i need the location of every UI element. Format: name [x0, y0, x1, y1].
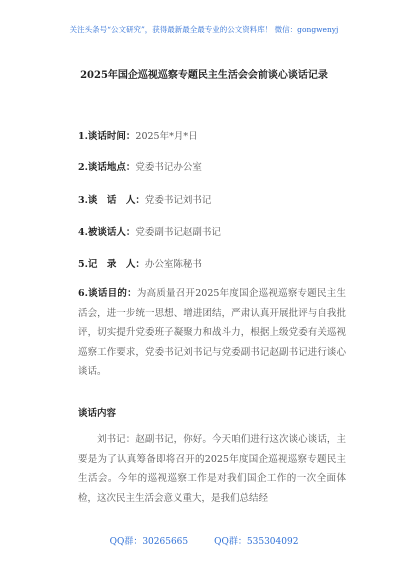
document-title: 2025年国企巡视巡察专题民主生活会会前谈心谈话记录: [80, 70, 328, 81]
field-place-label: 2.谈话地点：: [78, 162, 136, 173]
header-note: 关注头条号“公文研究”，获得最新最全最专业的公文资料库！ 微信：gongwenyj: [69, 25, 339, 34]
section-title: 谈话内容: [78, 408, 117, 419]
field-recorder: [78, 256, 202, 270]
field-time: [78, 128, 198, 142]
field-time-value: 2025年*月*日: [135, 131, 198, 142]
field-listener: [78, 224, 221, 238]
field-speaker-value: 党委书记刘书记: [144, 195, 212, 206]
purpose-paragraph: [78, 284, 346, 382]
field-listener-value: 党委副书记赵副书记: [135, 227, 221, 238]
footer-qq-group-1: QQ群：30265665: [109, 537, 189, 547]
field-place-value: 党委书记办公室: [135, 162, 202, 173]
field-listener-label: 4.被谈话人：: [78, 227, 136, 238]
field-speaker-label: 3.谈 话 人：: [78, 195, 145, 206]
field-speaker: [78, 192, 211, 206]
field-place: [78, 159, 202, 173]
footer-contacts: [0, 534, 408, 547]
field-recorder-value: 办公室陈秘书: [144, 259, 202, 270]
footer-qq-group-2: QQ群：535304092: [214, 537, 299, 547]
body-paragraph: 刘书记：赵副书记，你好。今天咱们进行这次谈心谈话，主要是为了认真筹备即将召开的2025年度国企巡视巡察专题民主生活会。今年的巡视巡察工作是对我们国企工作的一次全面体检，这次民主生活会意义重大，是我们总结经: [78, 434, 346, 505]
purpose-label: 6.谈话目的：: [78, 288, 137, 299]
field-time-label: 1.谈话时间：: [78, 131, 136, 142]
purpose-text: 为高质量召开2025年度国企巡视巡察专题民主生活会，进一步统一思想、增进团结，严肃认真开展批评与自我批评，切实提升党委班子凝聚力和战斗力，根据上级党委有关巡视巡察工作要求，党委书记刘书记与党委副书记赵副书记进行谈心谈话。: [78, 288, 346, 377]
field-recorder-label: 5.记 录 人：: [78, 259, 145, 270]
